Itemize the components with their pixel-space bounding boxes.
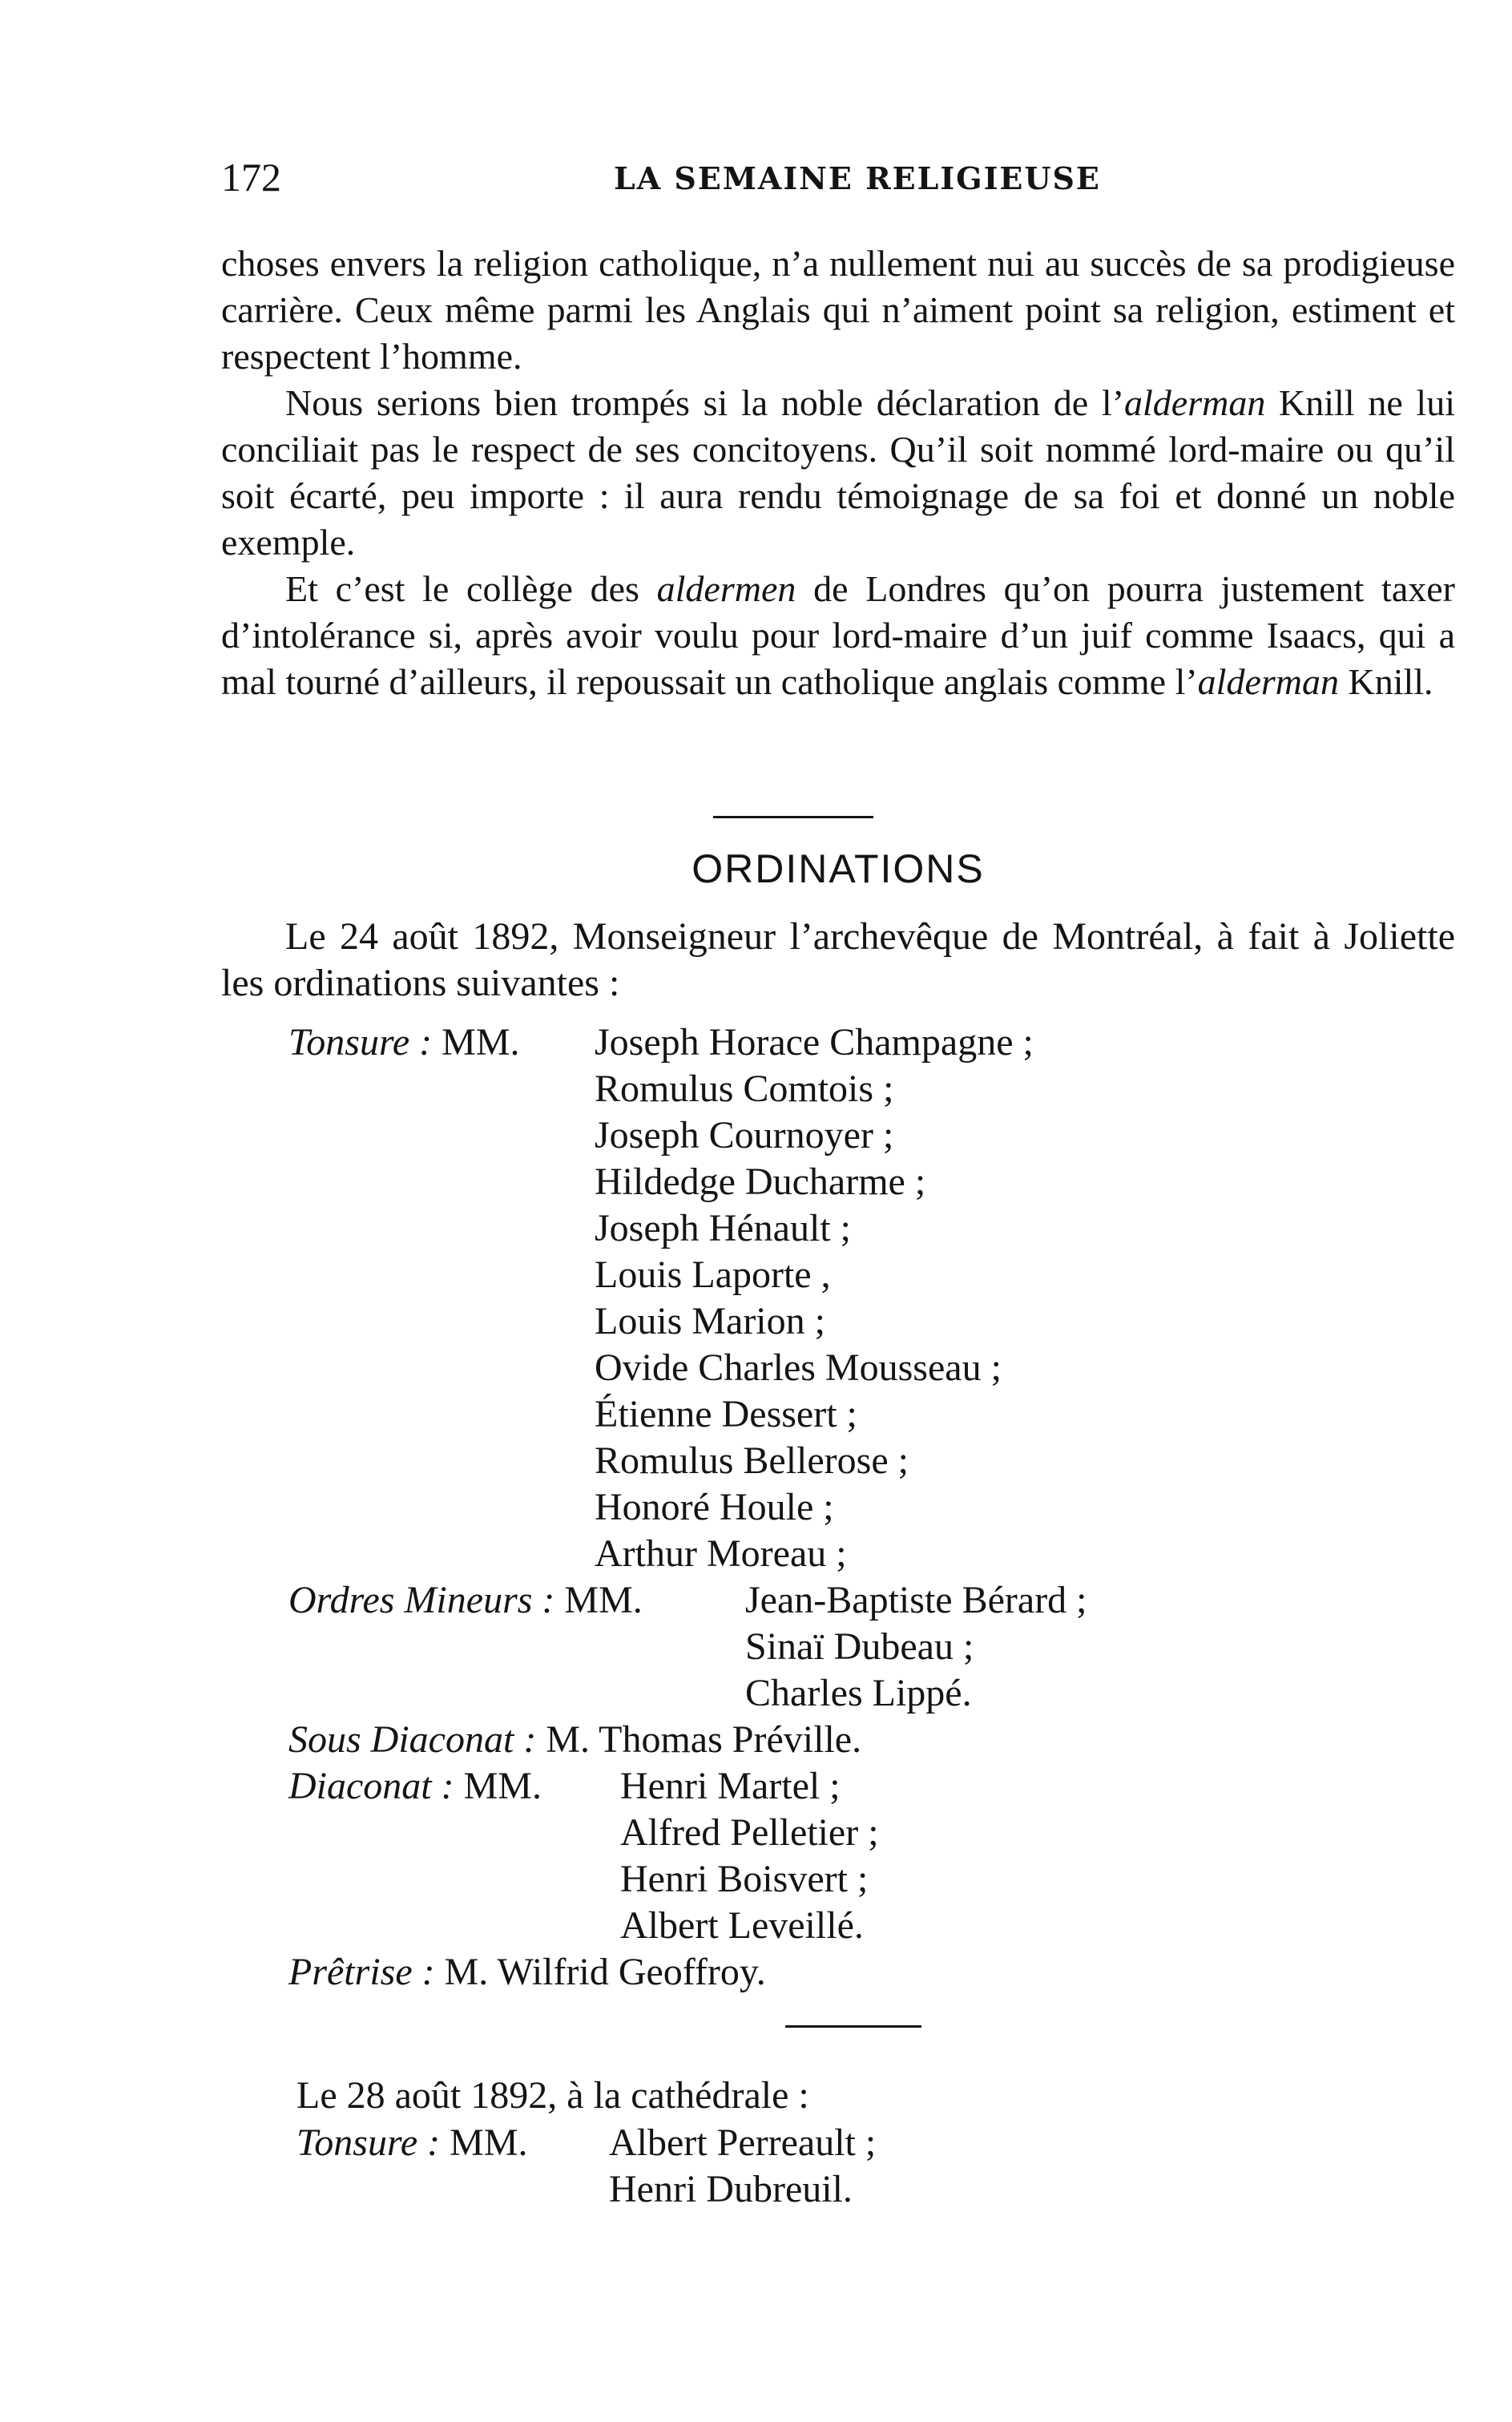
sous-diaconat-name: Thomas Préville. [599, 1718, 862, 1761]
cathedrale-intro: Le 28 août 1892, à la cathédrale : [296, 2074, 809, 2117]
list-item: Albert Perreault ; [609, 2121, 877, 2164]
paragraph-2-text-a: Nous serions bien trompés si la noble déclaration de l’ [285, 382, 1125, 423]
diaconat-line [288, 1764, 542, 1809]
list-item: Henri Martel ; [620, 1765, 841, 1807]
list-item: Romulus Bellerose ; [595, 1439, 909, 1482]
cathedrale-tonsure-label: Tonsure : [296, 2121, 441, 2164]
cathedrale-tonsure-line [296, 2121, 528, 2166]
page-number: 172 [221, 155, 281, 200]
paragraph-3 [221, 566, 1455, 705]
list-item: Arthur Moreau ; [595, 1532, 847, 1575]
list-item: Sinaï Dubeau ; [745, 1625, 974, 1668]
list-item: Hildedge Ducharme ; [595, 1161, 926, 1203]
divider-rule-2 [785, 2025, 921, 2028]
list-item: Joseph Cournoyer ; [595, 1114, 894, 1157]
ordinations-intro [221, 914, 1455, 1007]
page-header [221, 154, 1455, 210]
list-item: Ovide Charles Mousseau ; [595, 1346, 1002, 1389]
intro-text [221, 240, 1455, 705]
pretrise-line [288, 1950, 766, 1995]
tonsure-line [288, 1020, 520, 1065]
list-item: Étienne Dessert ; [595, 1393, 857, 1435]
section-title: ORDINATIONS [691, 846, 985, 891]
mineurs-prefix: MM. [564, 1579, 643, 1621]
list-item: Joseph Horace Champagne ; [595, 1021, 1034, 1064]
sous-diaconat-label: Sous Diaconat : [288, 1718, 537, 1761]
paragraph-2-italic: alderman [1124, 382, 1266, 423]
divider-rule [713, 816, 873, 818]
cathedrale-tonsure-prefix: MM. [450, 2121, 528, 2164]
sous-diaconat-prefix: M. [546, 1718, 590, 1761]
list-item: Honoré Houle ; [595, 1486, 834, 1528]
ordinations-intro-text: Le 24 août 1892, Monseigneur l’archevêque de Montréal, à fait à Joliette les ordinations suivantes : [221, 915, 1455, 1004]
list-item: Louis Laporte , [595, 1253, 831, 1296]
pretrise-name: Wilfrid Geoffroy. [497, 1951, 766, 1993]
tonsure-label: Tonsure : [288, 1021, 433, 1064]
list-item: Alfred Pelletier ; [620, 1811, 879, 1854]
list-item: Romulus Comtois ; [595, 1068, 894, 1110]
list-item: Charles Lippé. [745, 1672, 972, 1714]
pretrise-label: Prêtrise : [288, 1951, 435, 1993]
paragraph-1: choses envers la religion catholique, n’a nullement nui au succès de sa prodigieuse carrière. Ceux même parmi les Anglais qui n’aiment point sa religion, estiment et respectent l’homme. [221, 243, 1455, 377]
list-item: Henri Boisvert ; [620, 1858, 869, 1900]
pretrise-prefix: M. [444, 1951, 489, 1993]
paragraph-3-text-a: Et c’est le collège des [285, 568, 657, 609]
list-item: Joseph Hénault ; [595, 1207, 851, 1249]
diaconat-prefix: MM. [463, 1765, 542, 1807]
paragraph-3-text-b: de Londres qu’on pourra justement taxer d’intolérance si, après avoir voulu pour lord-maire d’un juif comme Isaacs, qui a mal tourné d’ailleurs, il repoussait un catholique anglais comme l’ [221, 568, 1455, 702]
diaconat-label: Diaconat : [288, 1765, 454, 1807]
mineurs-line [288, 1578, 643, 1623]
list-item: Louis Marion ; [595, 1300, 825, 1342]
paragraph-3-italic-1: aldermen [656, 568, 796, 609]
list-item: Albert Leveillé. [620, 1904, 864, 1947]
running-head: LA SEMAINE RELIGIEUSE [614, 160, 1101, 196]
paragraph-3-italic-2: alderman [1197, 661, 1339, 702]
paragraph-2-text-b: Knill ne lui conciliait pas le respect de ses concitoyens. Qu’il soit nommé lord-maire ou qu’il soit écarté, peu importe : il aura rendu témoignage de sa foi et donné un noble exemple. [221, 382, 1455, 563]
list-item: Jean-Baptiste Bérard ; [745, 1579, 1087, 1621]
tonsure-prefix: MM. [442, 1021, 520, 1064]
paragraph-3-text-c: Knill. [1339, 661, 1433, 702]
paragraph-2 [221, 380, 1455, 566]
mineurs-label: Ordres Mineurs : [288, 1579, 555, 1621]
list-item: Henri Dubreuil. [609, 2168, 853, 2210]
sous-diaconat-line [288, 1718, 861, 1762]
